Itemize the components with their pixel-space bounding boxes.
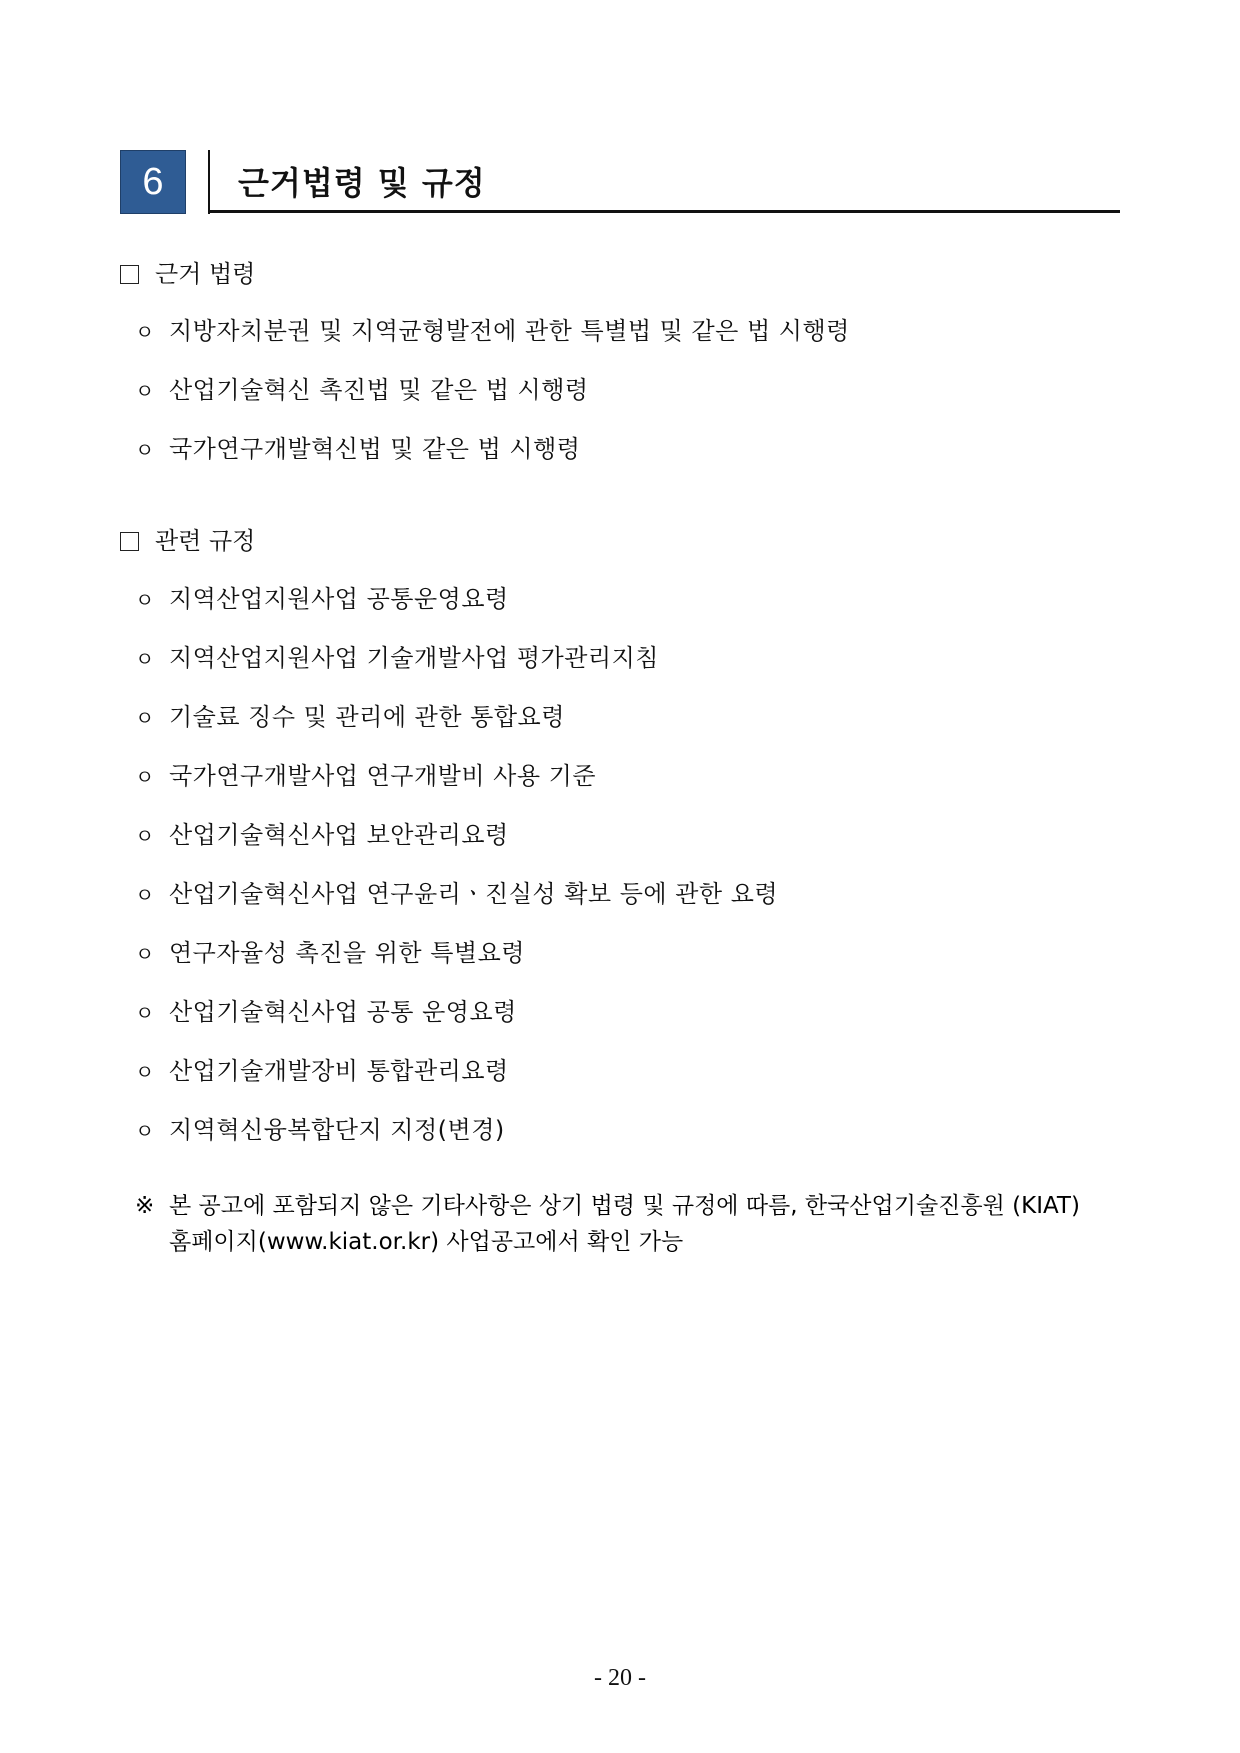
list-item-text: 지역혁신융복합단지 지정(변경) [169,1116,505,1144]
list-item [135,879,778,909]
list-item-text: 산업기술혁신 촉진법 및 같은 법 시행령 [169,376,589,404]
list-item [135,375,589,405]
list-item-text: 기술료 징수 및 관리에 관한 통합요령 [169,703,565,731]
bullet-icon: ㅇ [135,320,155,344]
bullet-icon: ㅇ [135,824,155,848]
list-item-text: 산업기술혁신사업 연구윤리ㆍ진실성 확보 등에 관한 요령 [169,880,779,908]
list-item-text: 지방자치분권 및 지역균형발전에 관한 특별법 및 같은 법 시행령 [169,317,850,345]
list-item [135,1056,509,1086]
list-item-text: 지역산업지원사업 기술개발사업 평가관리지침 [169,644,659,672]
legal-basis-heading-text: 근거 법령 [155,260,256,288]
list-item [135,997,517,1027]
section-header [120,150,1120,214]
list-item-text: 연구자율성 촉진을 위한 특별요령 [169,939,525,967]
checkbox-icon [120,532,139,551]
list-item-text: 산업기술개발장비 통합관리요령 [169,1057,509,1085]
list-item [135,643,659,673]
related-rules-heading [120,526,255,556]
bullet-icon: ㅇ [135,765,155,789]
bullet-icon: ㅇ [135,438,155,462]
reference-mark-icon: ※ [135,1193,155,1219]
list-item [135,584,509,614]
note [135,1188,1125,1260]
checkbox-icon [120,265,139,284]
bullet-icon: ㅇ [135,647,155,671]
section-underline [208,210,1120,213]
bullet-icon: ㅇ [135,588,155,612]
list-item-text: 지역산업지원사업 공통운영요령 [169,585,509,613]
bullet-icon: ㅇ [135,1001,155,1025]
list-item [135,434,580,464]
note-text: 본 공고에 포함되지 않은 기타사항은 상기 법령 및 규정에 따름, 한국산업기술진흥원 (KIAT) 홈페이지(www.kiat.or.kr) 사업공고에서 확인 가능 [169,1193,1080,1255]
list-item-text: 산업기술혁신사업 보안관리요령 [169,821,509,849]
list-item-text: 국가연구개발혁신법 및 같은 법 시행령 [169,435,581,463]
list-item [135,820,509,850]
legal-basis-heading [120,259,255,289]
list-item [135,1115,505,1145]
bullet-icon: ㅇ [135,1060,155,1084]
list-item [135,761,596,791]
list-item [135,316,850,346]
section-number-badge: 6 [120,150,186,214]
bullet-icon: ㅇ [135,1119,155,1143]
list-item [135,938,525,968]
bullet-icon: ㅇ [135,379,155,403]
bullet-icon: ㅇ [135,883,155,907]
section-title: 근거법령 및 규정 [238,164,486,202]
bullet-icon: ㅇ [135,942,155,966]
bullet-icon: ㅇ [135,706,155,730]
section-divider [208,150,210,214]
list-item-text: 국가연구개발사업 연구개발비 사용 기준 [169,762,597,790]
list-item [135,702,565,732]
list-item-text: 산업기술혁신사업 공통 운영요령 [169,998,517,1026]
page-number: - 20 - [594,1665,646,1691]
related-rules-heading-text: 관련 규정 [155,527,256,555]
